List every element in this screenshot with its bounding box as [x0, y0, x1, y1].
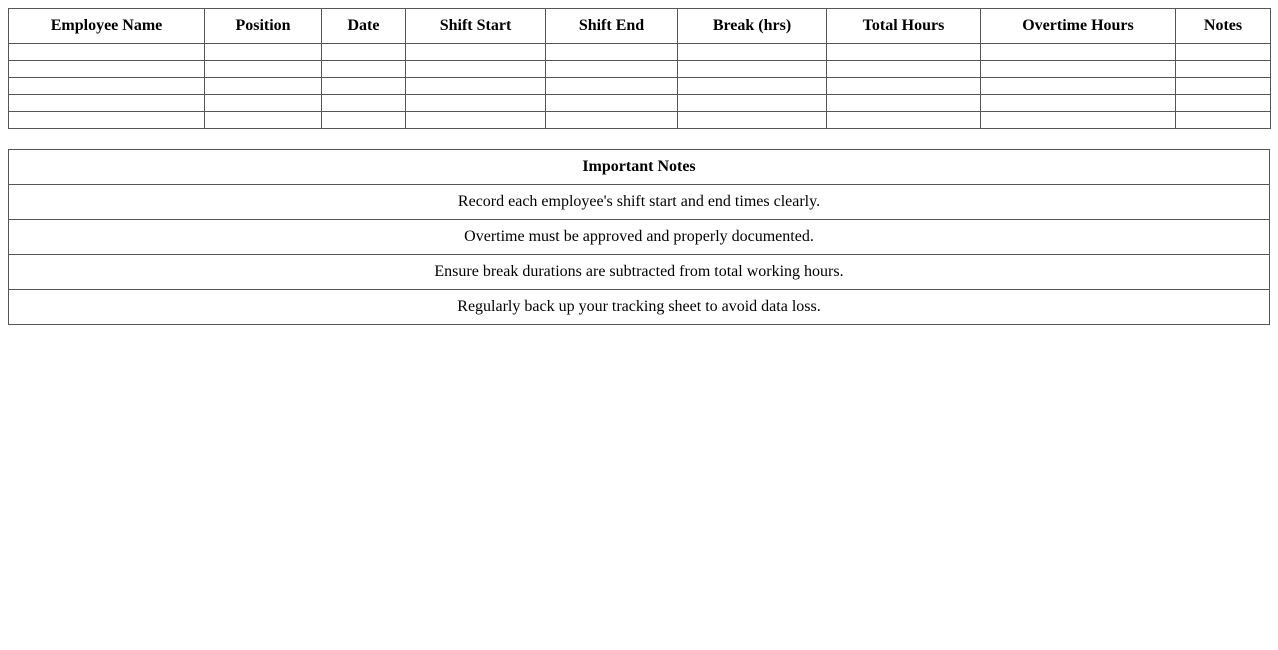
cell-date[interactable] [322, 112, 406, 129]
header-position: Position [205, 9, 322, 44]
cell-position[interactable] [205, 44, 322, 61]
cell-overtime-hours[interactable] [981, 112, 1176, 129]
note-row [9, 255, 1270, 290]
note-item: Overtime must be approved and properly documented. [9, 220, 1270, 255]
cell-notes[interactable] [1176, 112, 1271, 129]
cell-position[interactable] [205, 78, 322, 95]
cell-total-hours[interactable] [827, 44, 981, 61]
cell-break-hrs[interactable] [678, 112, 827, 129]
cell-shift-end[interactable] [546, 112, 678, 129]
notes-header-row [9, 150, 1270, 185]
cell-overtime-hours[interactable] [981, 44, 1176, 61]
note-item: Regularly back up your tracking sheet to avoid data loss. [9, 290, 1270, 325]
cell-overtime-hours[interactable] [981, 95, 1176, 112]
table-row [9, 95, 1271, 112]
header-overtime-hours: Overtime Hours [981, 9, 1176, 44]
header-date: Date [322, 9, 406, 44]
header-employee-name: Employee Name [9, 9, 205, 44]
cell-employee-name[interactable] [9, 78, 205, 95]
cell-shift-end[interactable] [546, 61, 678, 78]
cell-shift-start[interactable] [406, 61, 546, 78]
cell-break-hrs[interactable] [678, 78, 827, 95]
header-break-hrs: Break (hrs) [678, 9, 827, 44]
table-row [9, 61, 1271, 78]
cell-break-hrs[interactable] [678, 61, 827, 78]
note-item: Ensure break durations are subtracted from total working hours. [9, 255, 1270, 290]
cell-notes[interactable] [1176, 95, 1271, 112]
header-notes: Notes [1176, 9, 1271, 44]
cell-employee-name[interactable] [9, 61, 205, 78]
cell-shift-start[interactable] [406, 112, 546, 129]
cell-total-hours[interactable] [827, 61, 981, 78]
notes-title: Important Notes [9, 150, 1270, 185]
header-shift-end: Shift End [546, 9, 678, 44]
cell-shift-end[interactable] [546, 95, 678, 112]
cell-shift-start[interactable] [406, 95, 546, 112]
table-row [9, 44, 1271, 61]
cell-break-hrs[interactable] [678, 95, 827, 112]
header-shift-start: Shift Start [406, 9, 546, 44]
cell-position[interactable] [205, 61, 322, 78]
cell-date[interactable] [322, 95, 406, 112]
employee-shift-tracking-table [8, 8, 1271, 129]
cell-total-hours[interactable] [827, 78, 981, 95]
header-total-hours: Total Hours [827, 9, 981, 44]
cell-position[interactable] [205, 112, 322, 129]
cell-notes[interactable] [1176, 61, 1271, 78]
cell-shift-start[interactable] [406, 78, 546, 95]
cell-overtime-hours[interactable] [981, 61, 1176, 78]
cell-notes[interactable] [1176, 44, 1271, 61]
table-row [9, 112, 1271, 129]
cell-date[interactable] [322, 78, 406, 95]
cell-employee-name[interactable] [9, 95, 205, 112]
note-item: Record each employee's shift start and end times clearly. [9, 185, 1270, 220]
cell-shift-end[interactable] [546, 44, 678, 61]
cell-date[interactable] [322, 44, 406, 61]
note-row [9, 290, 1270, 325]
note-row [9, 220, 1270, 255]
cell-date[interactable] [322, 61, 406, 78]
table-header-row [9, 9, 1271, 44]
cell-total-hours[interactable] [827, 95, 981, 112]
cell-total-hours[interactable] [827, 112, 981, 129]
table-row [9, 78, 1271, 95]
note-row [9, 185, 1270, 220]
cell-position[interactable] [205, 95, 322, 112]
cell-overtime-hours[interactable] [981, 78, 1176, 95]
important-notes-table [8, 149, 1270, 325]
cell-shift-end[interactable] [546, 78, 678, 95]
cell-shift-start[interactable] [406, 44, 546, 61]
cell-break-hrs[interactable] [678, 44, 827, 61]
cell-notes[interactable] [1176, 78, 1271, 95]
cell-employee-name[interactable] [9, 112, 205, 129]
cell-employee-name[interactable] [9, 44, 205, 61]
